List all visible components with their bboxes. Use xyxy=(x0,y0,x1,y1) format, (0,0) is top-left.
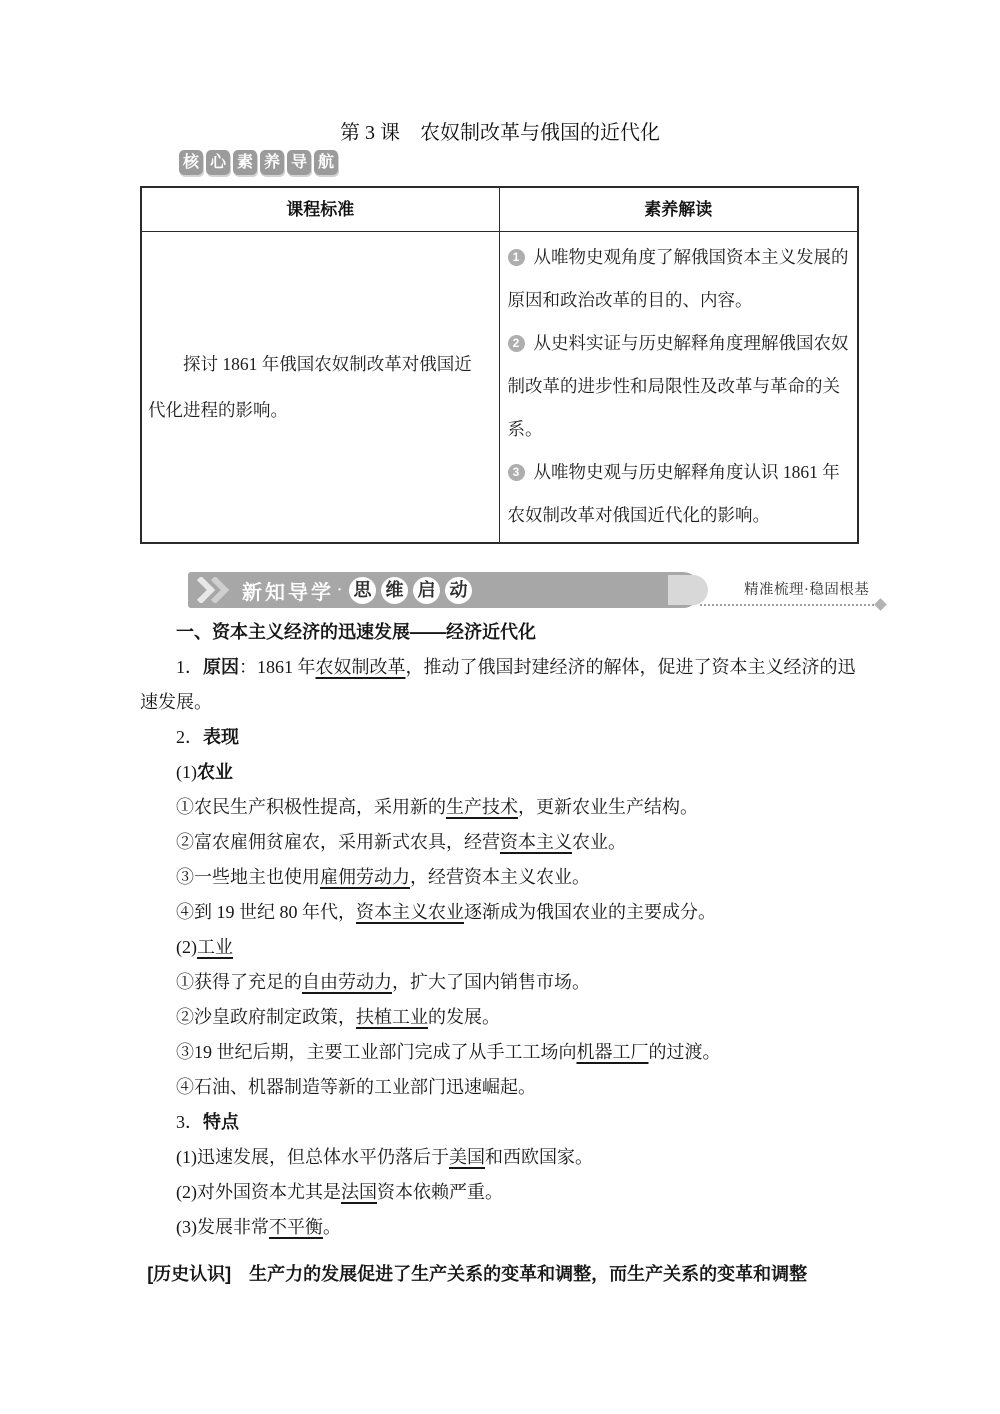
banner-title: 新知导学 xyxy=(242,581,334,604)
item-number-badge: 2 xyxy=(508,335,525,352)
para-industry-1: ①获得了充足的自由劳动力，扩大了国内销售市场。 xyxy=(176,972,590,992)
badge-char: 导 xyxy=(287,150,311,175)
literacy-line: 原因和政治改革的目的、内容。 xyxy=(507,290,753,310)
literacy-cell xyxy=(500,232,858,542)
para-agriculture-head: (1)农业 xyxy=(176,762,233,782)
history-insight-note: [历史认识] 生产力的发展促进了生产关系的变革和调整，而生产关系的变革和调整 xyxy=(147,1264,808,1284)
para-features: 3．特点 xyxy=(176,1112,239,1132)
badge-char: 养 xyxy=(260,150,284,175)
para-agriculture-4: ④到 19 世纪 80 年代，资本主义农业逐渐成为俄国农业的主要成分。 xyxy=(176,902,716,922)
para-agriculture-1: ①农民生产积极性提高，采用新的生产技术，更新农业生产结构。 xyxy=(176,797,698,817)
page-title: 第 3 课 农奴制改革与俄国的近代化 xyxy=(340,122,660,144)
table-body-row xyxy=(142,232,857,542)
core-literacy-badge xyxy=(179,150,338,175)
item-number-badge: 3 xyxy=(508,464,525,481)
content-body xyxy=(140,615,864,1292)
standard-line: 探讨 1861 年俄国农奴制改革对俄国近 xyxy=(183,354,472,374)
para-industry-4: ④石油、机器制造等新的工业部门迅速崛起。 xyxy=(176,1077,536,1097)
badge-char: 素 xyxy=(233,150,257,175)
para-industry-3: ③19 世纪后期，主要工业部门完成了从手工工场向机器工厂的过渡。 xyxy=(176,1042,721,1062)
banner-circle-char: 动 xyxy=(445,577,472,604)
standard-cell-text xyxy=(142,341,499,433)
banner-circle-char: 启 xyxy=(413,577,440,604)
item-number-badge: 1 xyxy=(508,249,525,266)
banner-right-label: 精准梳理·稳固根基 xyxy=(744,582,870,598)
para-agriculture-3: ③一些地主也使用雇佣劳动力，经营资本主义农业。 xyxy=(176,867,590,887)
para-features-1: (1)迅速发展，但总体水平仍落后于美国和西欧国家。 xyxy=(176,1147,593,1167)
literacy-line: 制改革的进步性和局限性及改革与革命的关 xyxy=(507,376,840,396)
para-manifestation: 2．表现 xyxy=(176,727,239,747)
badge-char: 核 xyxy=(179,150,203,175)
para-industry-2: ②沙皇政府制定政策，扶植工业的发展。 xyxy=(176,1007,500,1027)
double-chevron-icon xyxy=(196,577,232,603)
para-features-2: (2)对外国资本尤其是法国资本依赖严重。 xyxy=(176,1182,503,1202)
section-banner xyxy=(188,572,700,608)
badge-char: 心 xyxy=(206,150,230,175)
badge-char: 航 xyxy=(314,150,338,175)
standard-line: 代化进程的影响。 xyxy=(148,400,288,420)
para-agriculture-2: ②富农雇佣贫雇农，采用新式农具，经营资本主义农业。 xyxy=(176,832,626,852)
banner-circle-char: 维 xyxy=(381,577,408,604)
curriculum-table xyxy=(140,186,859,544)
literacy-line: 1 从唯物史观角度了解俄国资本主义发展的 xyxy=(508,236,850,279)
para-features-3: (3)发展非常不平衡。 xyxy=(176,1217,341,1237)
banner-separator-dot: · xyxy=(337,581,343,598)
literacy-line: 2 从史料实证与历史解释角度理解俄国农奴 xyxy=(508,322,850,365)
banner-circle-group xyxy=(349,577,472,604)
table-header-standard: 课程标准 xyxy=(142,188,500,231)
para-industry-head: (2)工业 xyxy=(176,937,233,957)
para-reason-cont: 速发展。 xyxy=(140,692,212,712)
diamond-icon xyxy=(874,598,887,611)
section-heading-1: 一、资本主义经济的迅速发展——经济近代化 xyxy=(176,622,536,642)
literacy-line: 农奴制改革对俄国近代化的影响。 xyxy=(507,505,770,525)
table-header-interpretation: 素养解读 xyxy=(644,200,713,219)
table-header-row xyxy=(142,188,857,232)
para-reason: 1．原因：1861 年农奴制改革，推动了俄国封建经济的解体，促进了资本主义经济的迅 xyxy=(176,657,856,677)
literacy-line: 3 从唯物史观与历史解释角度认识 1861 年 xyxy=(508,451,850,494)
banner-circle-char: 思 xyxy=(349,577,376,604)
literacy-line: 系。 xyxy=(507,419,543,439)
standard-cell xyxy=(142,232,500,542)
dotted-rule xyxy=(700,604,878,606)
